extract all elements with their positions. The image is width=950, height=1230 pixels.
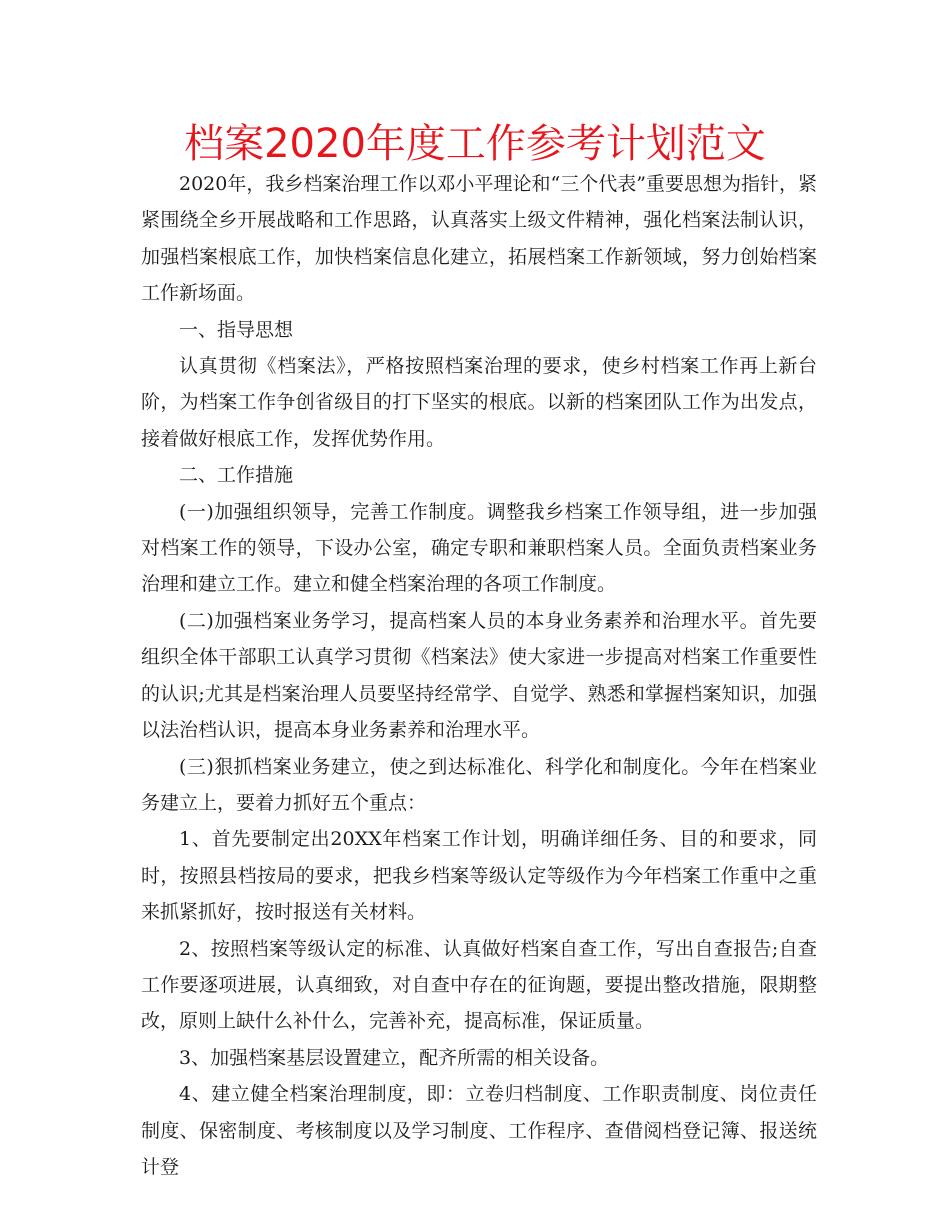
paragraph-item-1: 1、首先要制定出20XX年档案工作计划，明确详细任务、目的和要求，同时，按照县档按局的要求，把我乡档案等级认定等级作为今年档案工作重中之重来抓紧抓好，按时报送有关材料。 bbox=[141, 828, 817, 924]
heading-guiding-ideology: 一、指导思想 bbox=[179, 318, 294, 341]
paragraph-measure-3: (三)狠抓档案业务建立，使之到达标准化、科学化和制度化。今年在档案业务建立上，要着力抓好五个重点： bbox=[141, 755, 817, 814]
document-title: 档案2020年度工作参考计划范文 bbox=[184, 121, 766, 167]
paragraph-measure-2: (二)加强档案业务学习，提高档案人员的本身业务素养和治理水平。首先要组织全体干部职工认真学习贯彻《档案法》使大家进一步提高对档案工作重要性的认识;尤其是档案治理人员要坚持经常学、自觉学、熟悉和掌握档案知识，加强以法治档认识，提高本身业务素养和治理水平。 bbox=[141, 609, 817, 742]
paragraph-item-4: 4、建立健全档案治理制度，即：立卷归档制度、工作职责制度、岗位责任制度、保密制度、考核制度以及学习制度、工作程序、查借阅档登记簿、报送统计登 bbox=[141, 1083, 817, 1178]
paragraph-item-3: 3、加强档案基层设置建立，配齐所需的相关设备。 bbox=[179, 1046, 610, 1069]
paragraph-intro: 2020年，我乡档案治理工作以邓小平理论和“三个代表”重要思想为指针，紧紧围绕全乡开展战略和工作思路，认真落实上级文件精神，强化档案法制认识，加强档案根底工作，加快档案信息化建立，拓展档案工作新领域，努力创始档案工作新场面。 bbox=[141, 173, 817, 305]
paragraph-measure-1: (一)加强组织领导，完善工作制度。调整我乡档案工作领导组，进一步加强对档案工作的领导，下设办公室，确定专职和兼职档案人员。全面负责档案业务治理和建立工作。建立和健全档案治理的各项工作制度。 bbox=[141, 500, 817, 596]
document-body bbox=[141, 166, 817, 1185]
paragraph-guiding-ideology: 认真贯彻《档案法》，严格按照档案治理的要求，使乡村档案工作再上新台阶，为档案工作争创省级目的打下坚实的根底。以新的档案团队工作为出发点，接着做好根底工作，发挥优势作用。 bbox=[141, 355, 817, 450]
heading-work-measures: 二、工作措施 bbox=[179, 464, 294, 487]
paragraph-item-2: 2、按照档案等级认定的标准、认真做好档案自查工作，写出自查报告;自查工作要逐项进展，认真细致，对自查中存在的征询题，要提出整改措施，限期整改，原则上缺什么补什么，完善补充，提高标准，保证质量。 bbox=[141, 937, 817, 1033]
